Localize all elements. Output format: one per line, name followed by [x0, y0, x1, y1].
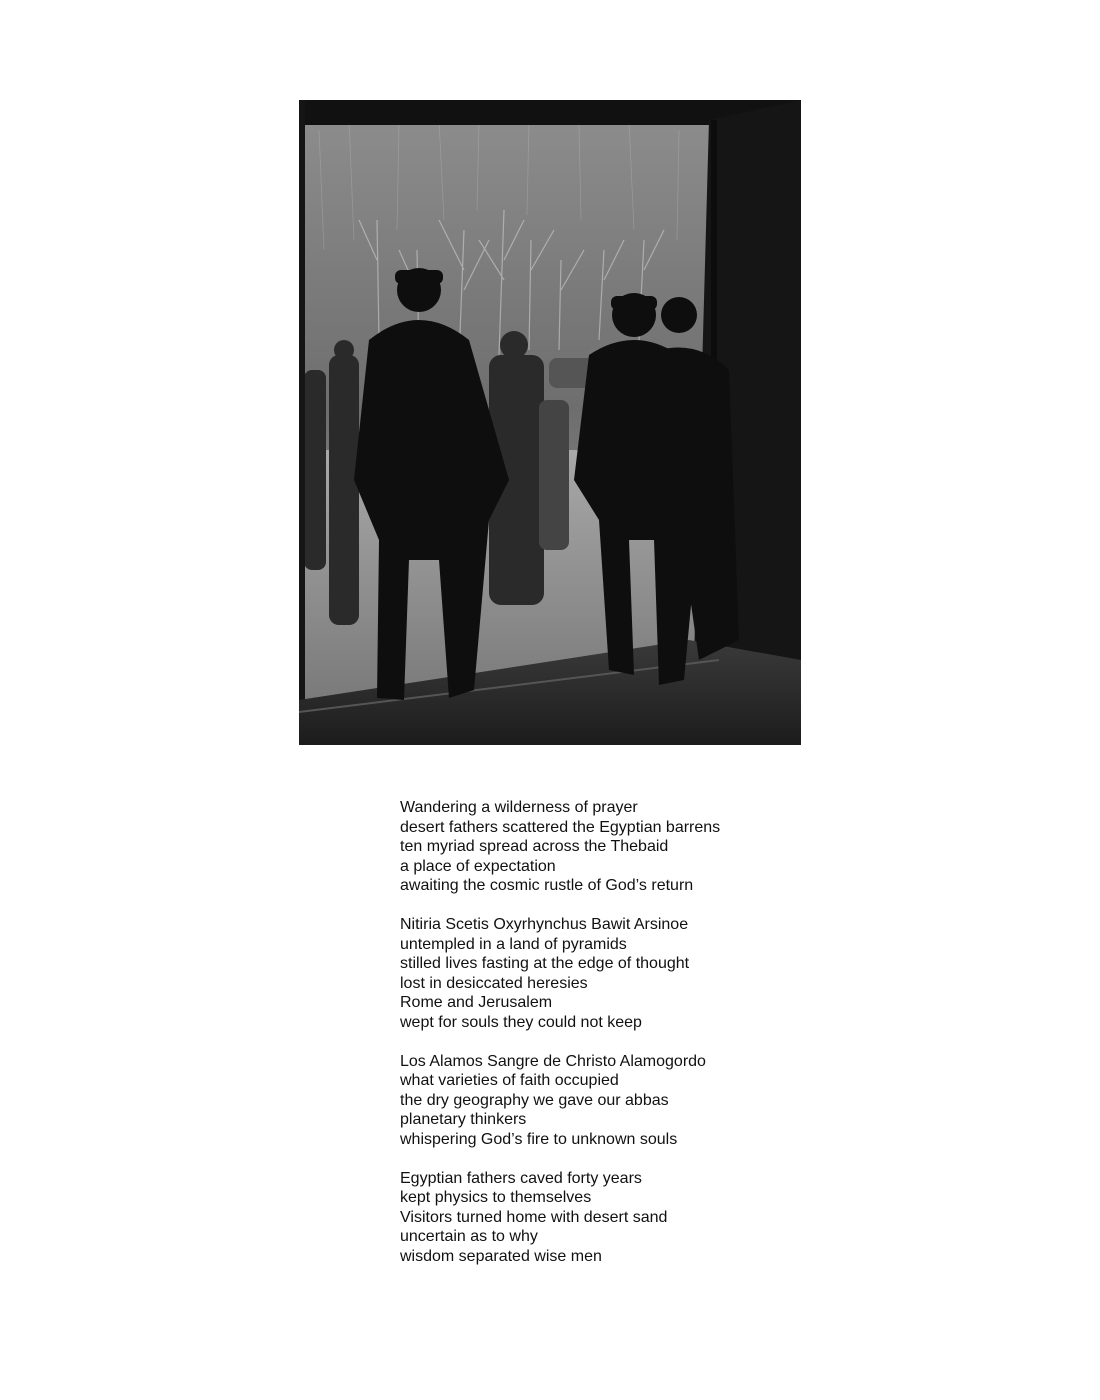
poem-line: wisdom separated wise men — [400, 1247, 602, 1265]
poem-line: Egyptian fathers caved forty years — [400, 1169, 642, 1187]
stanza-2 — [400, 915, 920, 1032]
poem-line: planetary thinkers — [400, 1111, 527, 1128]
stanza-1 — [400, 798, 920, 896]
poem-line: ten myriad spread across the Thebaid — [400, 838, 669, 855]
poem — [400, 798, 920, 1286]
poem-line: wept for souls they could not keep — [400, 1013, 642, 1031]
poem-line: what varieties of faith occupied — [400, 1072, 619, 1089]
poem-line: uncertain as to why — [400, 1228, 538, 1245]
poem-line: kept physics to themselves — [400, 1189, 592, 1206]
poem-line: stilled lives fasting at the edge of thought — [400, 955, 690, 972]
poem-line: Wandering a wilderness of prayer — [400, 799, 638, 816]
poem-line: untempled in a land of pyramids — [400, 935, 627, 953]
poem-line: lost in desiccated heresies — [400, 974, 588, 992]
poem-line: Los Alamos Sangre de Christo Alamogordo — [400, 1052, 706, 1070]
photograph-illustration — [299, 100, 801, 745]
poem-line: Nitiria Scetis Oxyrhynchus Bawit Arsinoe — [400, 916, 689, 933]
stanza-3 — [400, 1052, 920, 1150]
poem-line: awaiting the cosmic rustle of God’s return — [400, 877, 694, 894]
poem-line: desert fathers scattered the Egyptian barrens — [400, 818, 721, 836]
poem-line: the dry geography we gave our abbas — [400, 1091, 669, 1109]
poem-line: Visitors turned home with desert sand — [400, 1208, 668, 1226]
stanza-4 — [400, 1169, 920, 1267]
poem-line: a place of expectation — [400, 857, 556, 875]
poem-line: whispering God’s fire to unknown souls — [400, 1130, 678, 1148]
poem-line: Rome and Jerusalem — [400, 994, 553, 1011]
barn-doorway-photograph — [299, 100, 801, 745]
